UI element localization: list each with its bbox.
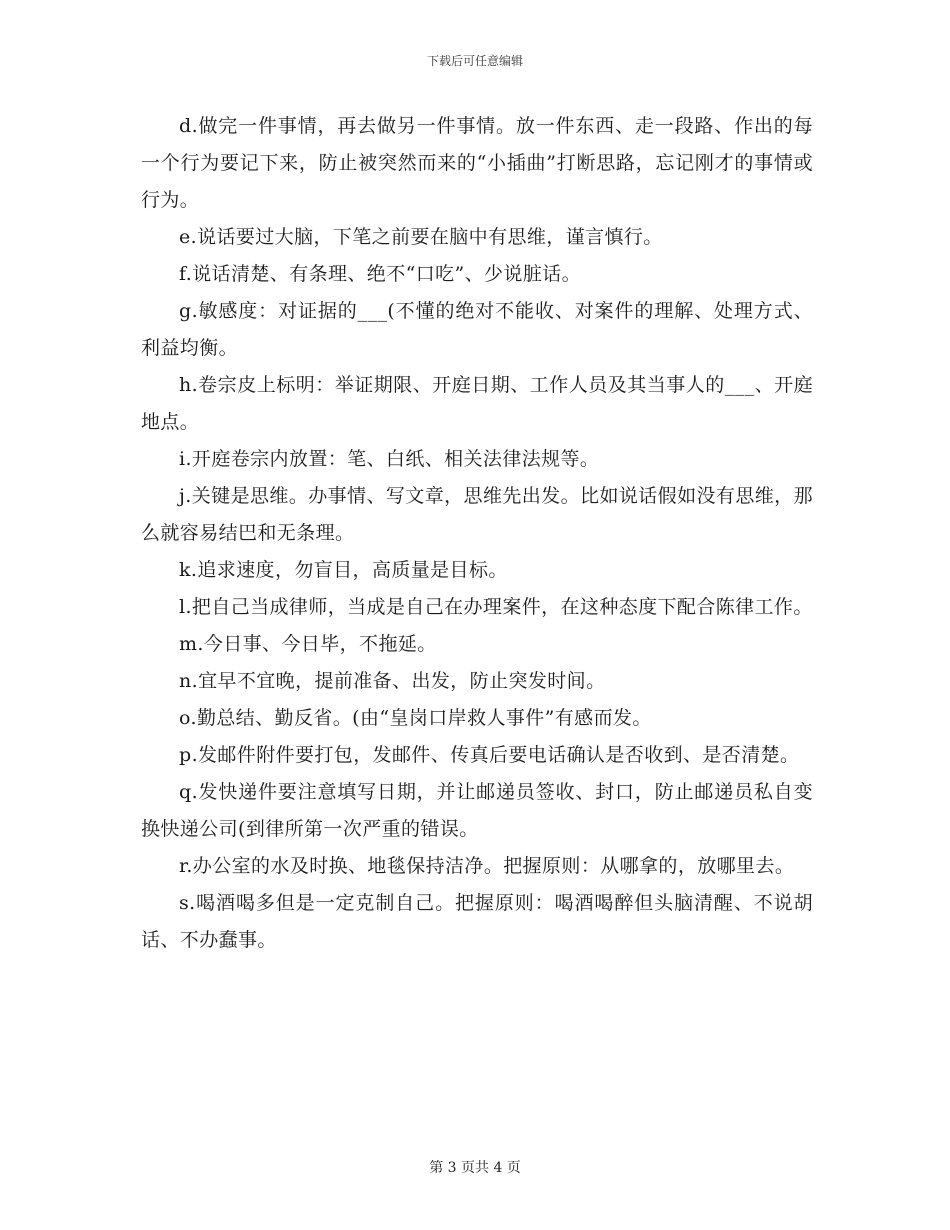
paragraph-m: m.今日事、今日毕，不拖延。	[179, 633, 437, 655]
page-header: 下载后可任意编辑	[426, 54, 523, 68]
paragraph-p: p.发邮件附件要打包，发邮件、传真后要电话确认是否收到、是否清楚。	[179, 744, 800, 766]
paragraph-j: j.关键是思维。办事情、写文章，思维先出发。比如说话假如没有思维，那么就容易结巴和无条理。	[141, 485, 813, 544]
paragraph-h: h.卷宗皮上标明：举证期限、开庭日期、工作人员及其当事人的___、开庭地点。	[141, 374, 813, 433]
paragraph-q: q.发快递件要注意填写日期，并让邮递员签收、封口，防止邮递员私自变换快递公司(到律所第一次严重的错误。	[141, 781, 813, 840]
paragraph-l: l.把自己当成律师，当成是自己在办理案件，在这种态度下配合陈律工作。	[179, 596, 813, 618]
document-body	[141, 108, 813, 959]
paragraph-e: e.说话要过大脑，下笔之前要在脑中有思维，谨言慎行。	[179, 226, 663, 248]
paragraph-n: n.宜早不宜晚，提前准备、出发，防止突发时间。	[179, 670, 606, 692]
paragraph-o: o.勤总结、勤反省。(由“皇岗口岸救人事件”有感而发。	[179, 707, 652, 729]
paragraph-i: i.开庭卷宗内放置：笔、白纸、相关法律法规等。	[179, 448, 600, 470]
paragraph-f: f.说话清楚、有条理、绝不“口吃”、少说脏话。	[179, 263, 582, 285]
paragraph-k: k.追求速度，勿盲目，高质量是目标。	[179, 559, 508, 581]
paragraph-d: d.做完一件事情，再去做另一件事情。放一件东西、走一段路、作出的每一个行为要记下来，防止被突然而来的“小插曲”打断思路，忘记刚才的事情或行为。	[141, 115, 813, 211]
page-number: 第 3 页共 4 页	[429, 1160, 521, 1176]
paragraph-r: r.办公室的水及时换、地毯保持洁净。把握原则：从哪拿的，放哪里去。	[179, 855, 795, 877]
paragraph-s: s.喝酒喝多但是一定克制自己。把握原则：喝酒喝醉但头脑清醒、不说胡话、不办蠢事。	[141, 892, 813, 951]
paragraph-g: g.敏感度：对证据的___(不懂的绝对不能收、对案件的理解、处理方式、利益均衡。	[141, 300, 813, 359]
